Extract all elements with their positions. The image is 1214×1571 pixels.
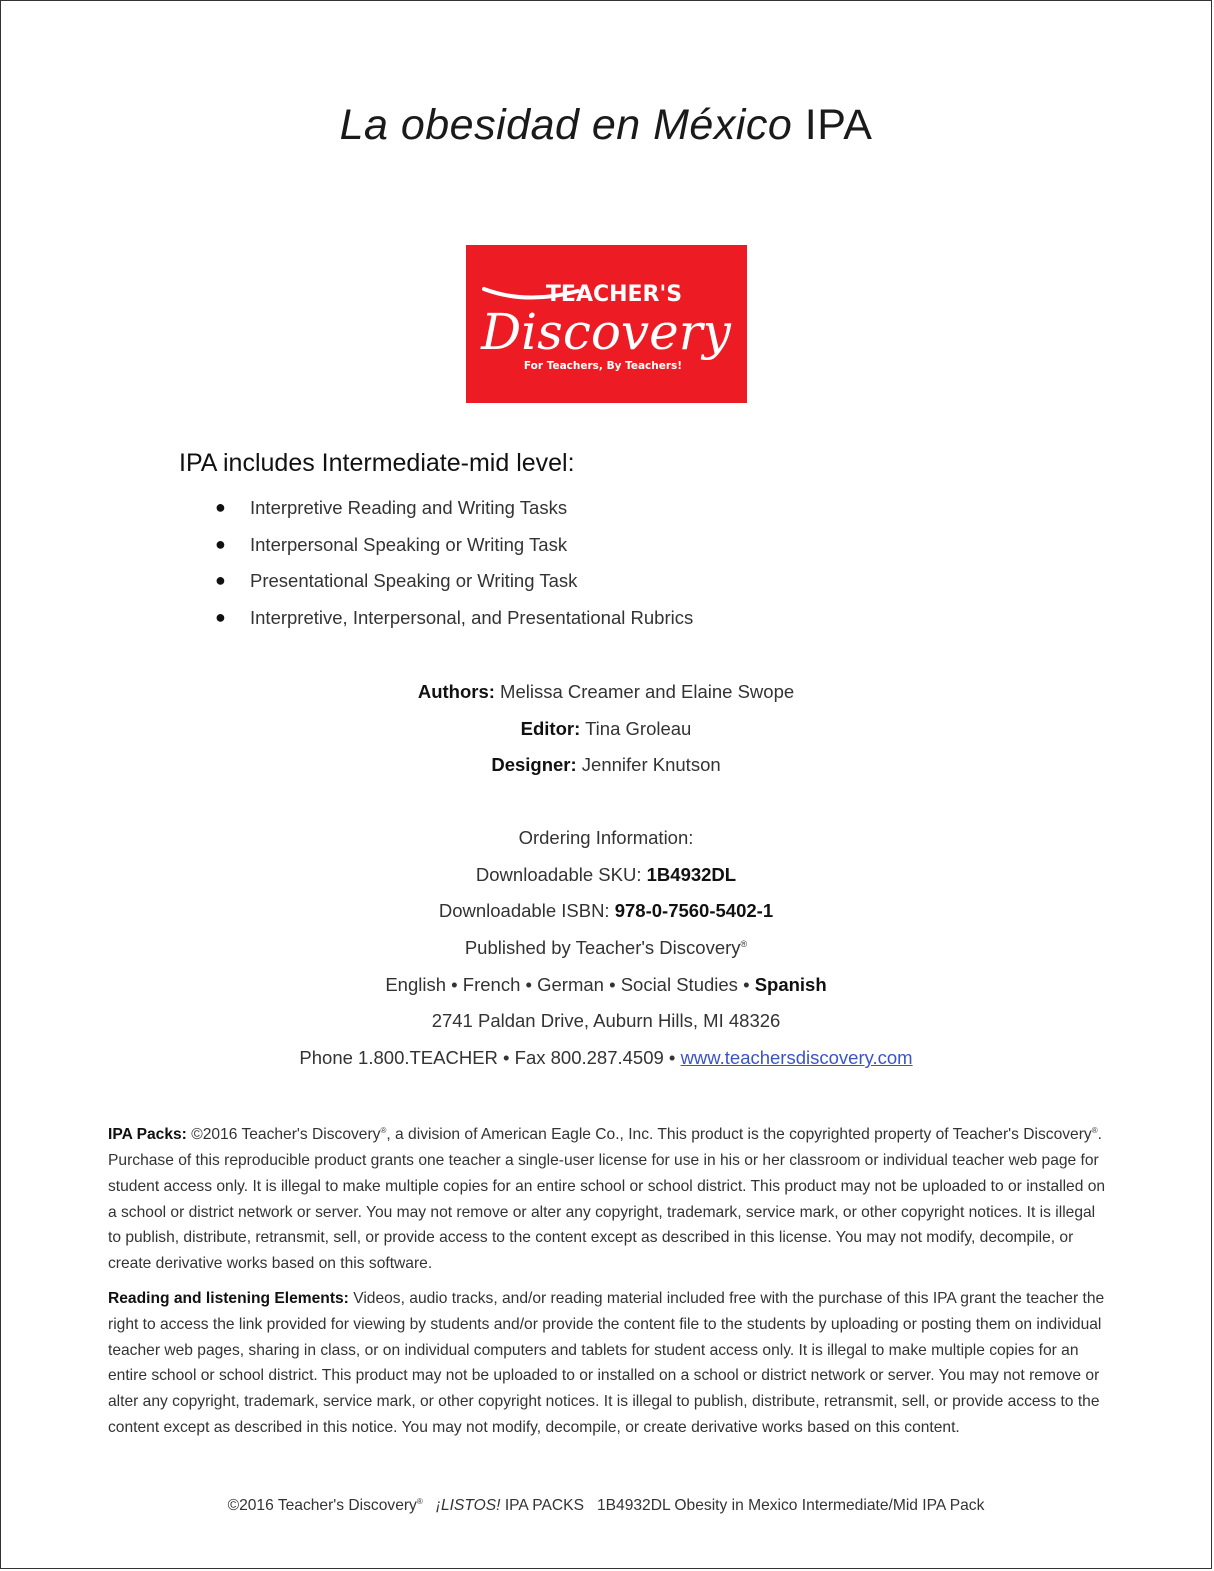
sku-value: 1B4932DL <box>646 863 737 885</box>
license-text-part3: . Purchase of this reproducible product grants one teacher a single-user license for use in his or her classroom or individual teacher web page for student access only. It is illegal to make multiple copies for an entire school or school district. This product may not be uploaded to or installed on a school or district network or server. You may not remove or alter any copyright, trademark, service mark, or other copyright notices. It is illegal to publish, distribute, retransmit, sell, or provide access to the content except as described in this license. You may not modify, decompile, or create derivative works based on this software. <box>108 1126 1106 1273</box>
contact-text: Phone 1.800.TEACHER • Fax 800.287.4509 • <box>299 1047 681 1069</box>
page-footer <box>1 1497 1211 1515</box>
ipa-level-heading: IPA includes Intermediate-mid level: <box>179 449 575 477</box>
sku-line <box>1 864 1211 901</box>
website-link[interactable]: www.teachersdiscovery.com <box>680 1047 913 1069</box>
logo-top-text: TEACHER'S <box>545 282 683 307</box>
list-item <box>215 570 693 607</box>
registered-mark: ® <box>1091 1126 1098 1135</box>
ipa-packs-label: IPA Packs: <box>108 1126 187 1144</box>
license-text-part2: , a division of American Eagle Co., Inc. This product is the copyrighted property of Teacher's Discovery <box>386 1126 1092 1144</box>
bullet-icon: ● <box>215 607 226 628</box>
list-item <box>215 497 693 534</box>
registered-mark: ® <box>380 1126 387 1135</box>
publisher-text: Published by Teacher's Discovery <box>464 937 741 959</box>
footer-product: IPA PACKS 1B4932DL Obesity in Mexico Intermediate/Mid IPA Pack <box>500 1497 985 1515</box>
title-suffix: IPA <box>792 101 873 149</box>
footer-listos: ¡LISTOS! <box>435 1497 501 1515</box>
authors-line <box>1 681 1211 718</box>
list-item-text: Interpersonal Speaking or Writing Task <box>250 533 568 555</box>
list-item-text: Interpretive Reading and Writing Tasks <box>250 497 568 518</box>
contact-line <box>1 1047 1211 1084</box>
editor-value: Tina Groleau <box>580 717 692 739</box>
editor-line <box>1 718 1211 755</box>
registered-mark: ® <box>740 938 748 949</box>
authors-value: Melissa Creamer and Elaine Swope <box>494 681 795 702</box>
feature-list <box>215 497 693 644</box>
ipa-packs-license <box>108 1118 1108 1277</box>
ordering-heading: Ordering Information: <box>518 827 694 848</box>
sku-label: Downloadable SKU: <box>475 863 647 885</box>
logo-tagline: For Teachers, By Teachers! <box>523 360 683 372</box>
isbn-label: Downloadable ISBN: <box>438 900 615 922</box>
license-text-part1: ©2016 Teacher's Discovery <box>186 1126 381 1144</box>
subjects-text: English • French • German • Social Studies • <box>385 973 755 995</box>
ordering-info <box>1 827 1211 1084</box>
list-item <box>215 534 693 571</box>
footer-copyright: ©2016 Teacher's Discovery <box>227 1497 417 1515</box>
list-item <box>215 607 693 644</box>
reading-listening-license <box>108 1286 1108 1441</box>
list-item-text: Presentational Speaking or Writing Task <box>250 570 578 592</box>
isbn-value: 978-0-7560-5402-1 <box>614 900 774 922</box>
reading-elements-text: Videos, audio tracks, and/or reading material included free with the purchase of this IPA grant the teacher the right to access the link provided for viewing by students and/or provide the content file to the students by uploading or posting them on individual teacher web pages, sharing in class, or on individual computers and tablets for student access only. It is illegal to make multiple copies for an entire school or school district. This product may not be uploaded to or installed on a school or district network or server. You may not remove or alter any copyright, trademark, service mark, or other copyright notices. It is illegal to publish, distribute, retransmit, sell, or provide access to the content except as described in this notice. You may not modify, decompile, or create derivative works based on this content. <box>108 1290 1105 1436</box>
authors-label: Authors: <box>417 681 495 702</box>
list-item-text: Interpretive, Interpersonal, and Presentational Rubrics <box>250 607 694 629</box>
isbn-line <box>1 900 1211 937</box>
designer-value: Jennifer Knutson <box>576 754 721 776</box>
logo-script-text: Discovery <box>481 303 731 361</box>
registered-mark: ® <box>416 1497 423 1506</box>
address-line: 2741 Paldan Drive, Auburn Hills, MI 48326 <box>431 1010 781 1032</box>
reading-elements-label: Reading and listening Elements: <box>108 1290 349 1307</box>
subjects-line <box>1 974 1211 1011</box>
page-title <box>1 101 1211 150</box>
bullet-icon: ● <box>215 497 226 517</box>
editor-label: Editor: <box>520 717 581 739</box>
logo-graphic <box>466 245 747 403</box>
designer-label: Designer: <box>491 754 577 776</box>
publisher-line <box>1 937 1211 974</box>
title-italic: La obesidad en México <box>339 101 793 149</box>
bullet-icon: ● <box>215 570 226 591</box>
subject-spanish: Spanish <box>754 973 827 995</box>
designer-line <box>1 754 1211 791</box>
teachers-discovery-logo <box>466 245 747 403</box>
credits-block <box>1 681 1211 791</box>
bullet-icon: ● <box>215 533 226 554</box>
